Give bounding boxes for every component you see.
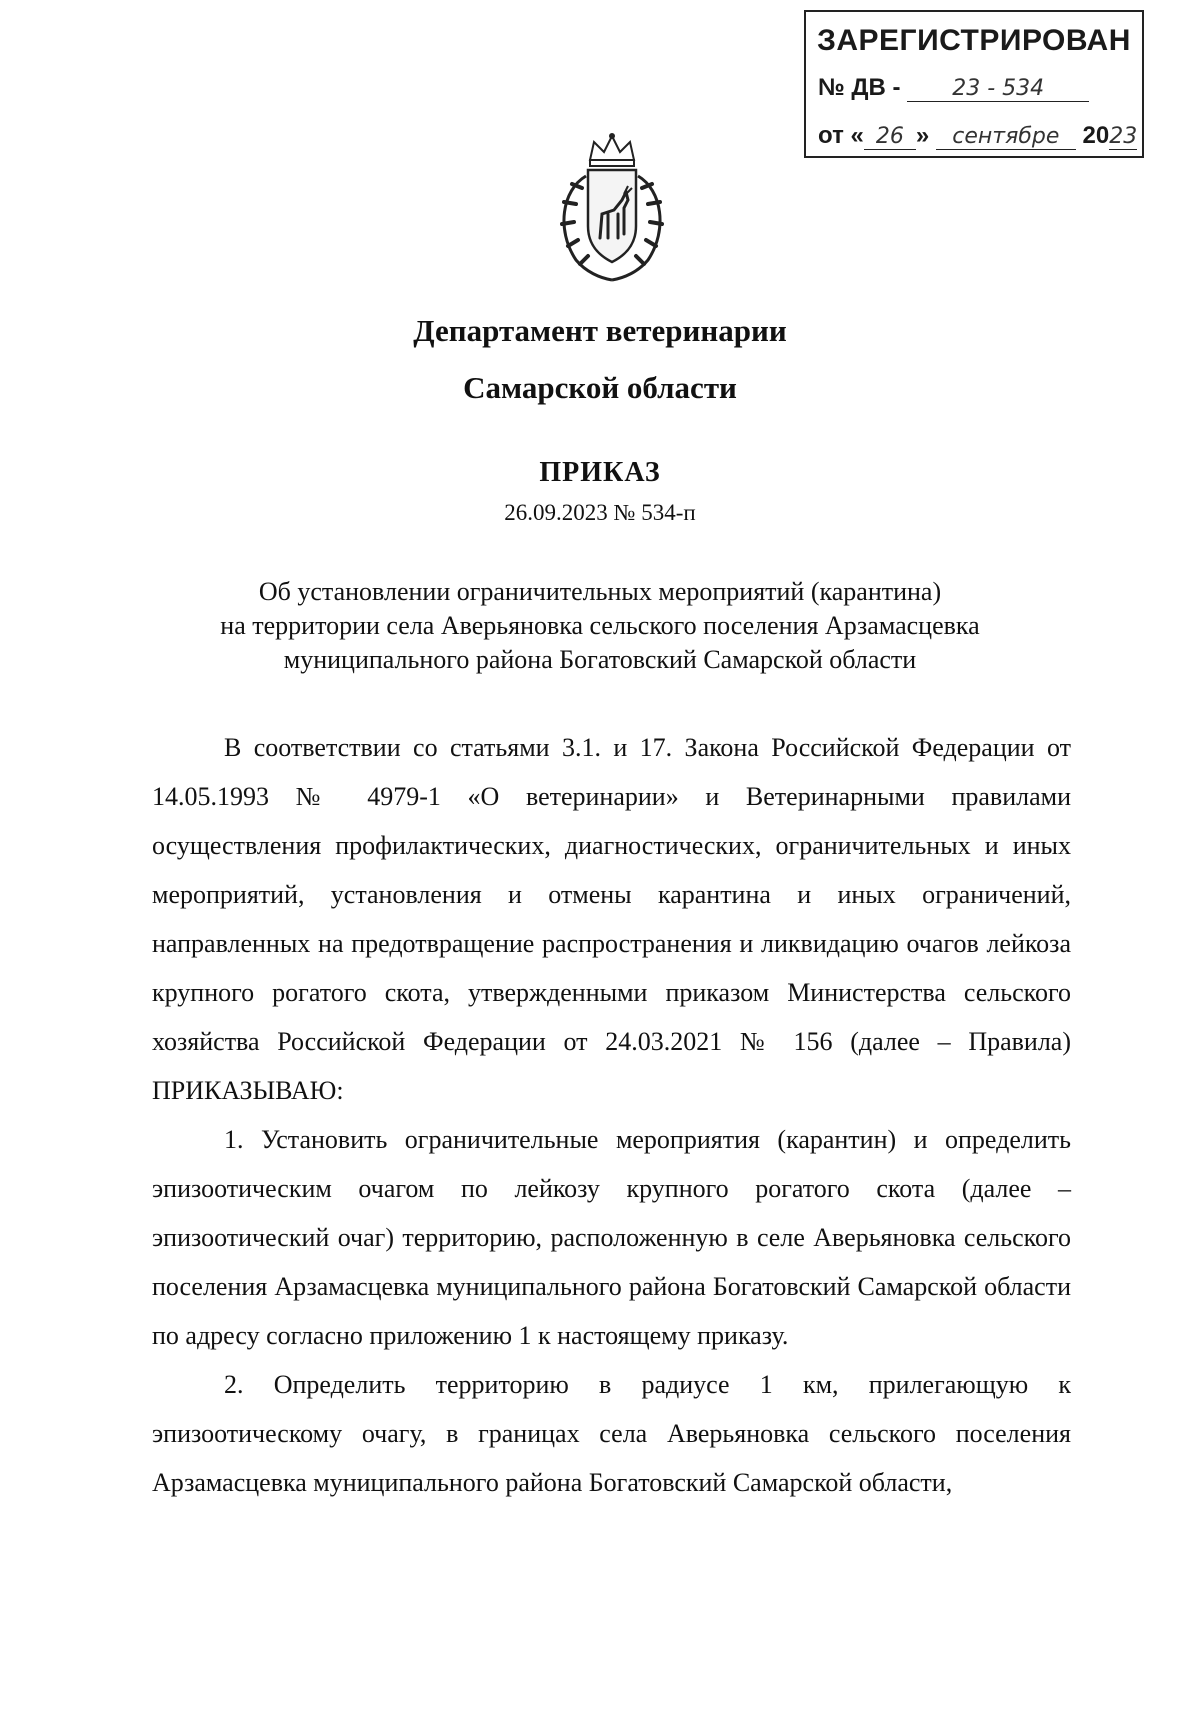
department-name-line1: Департамент ветеринарии [413, 313, 787, 348]
registration-stamp [804, 10, 1144, 158]
stamp-date-quote: » [915, 122, 930, 149]
stamp-year-prefix: 20 [1082, 122, 1110, 149]
subject-line: муниципального района Богатовский Самарской области [283, 645, 917, 674]
order-item-2: 2. Определить территорию в радиусе 1 км, прилегающую к эпизоотическому очагу, в границах села Аверьяновка сельского поселения Арзамасцевка муниципального района Богатовский Самарской области, [152, 1370, 1071, 1497]
preamble-paragraph: В соответствии со статьями 3.1. и 17. Закона Российской Федерации от 14.05.1993 № 4979-1 «О ветеринарии» и Ветеринарными правилами осуществления профилактических, диагностических, ограничительных и иных мероприятий, установления и отмены карантина и иных ограничений, направленных на предотвращение распространения и ликвидацию очагов лейкоза крупного рогатого скота, утвержденными приказом Министерства сельского хозяйства Российской Федерации от 24.03.2021 № 156 (далее – Правила) ПРИКАЗЫВАЮ: [152, 733, 1071, 1105]
stamp-title: ЗАРЕГИСТРИРОВАН [817, 24, 1131, 57]
stamp-date-prefix: от « [818, 122, 864, 149]
department-name-line2: Самарской области [463, 370, 737, 405]
stamp-year-suffix: 23 [1109, 124, 1138, 149]
stamp-date-day: 26 [864, 124, 916, 150]
stamp-date-line [818, 122, 1137, 150]
document-body [152, 723, 1071, 1507]
stamp-number-line [818, 74, 1089, 102]
samara-coat-of-arms-icon [542, 130, 682, 285]
document-number-date: 26.09.2023 № 534-п [504, 500, 696, 525]
stamp-date-month: сентябре [936, 124, 1076, 150]
document-type-heading: ПРИКАЗ [539, 457, 661, 488]
subject-line: на территории села Аверьяновка сельского поселения Арзамасцевка [220, 611, 980, 640]
stamp-number-label: № ДВ - [818, 74, 901, 101]
stamp-number-value: 23 - 534 [907, 76, 1089, 102]
subject-line: Об установлении ограничительных мероприятий (карантина) [258, 577, 942, 606]
document-subject [0, 575, 1200, 677]
order-item-1: 1. Установить ограничительные мероприятия (карантин) и определить эпизоотическим очагом по лейкозу крупного рогатого скота (далее – эпизоотический очаг) территорию, расположенную в селе Аверьяновка сельского поселения Арзамасцевка муниципального района Богатовский Самарской области по адресу согласно приложению 1 к настоящему приказу. [152, 1125, 1071, 1350]
